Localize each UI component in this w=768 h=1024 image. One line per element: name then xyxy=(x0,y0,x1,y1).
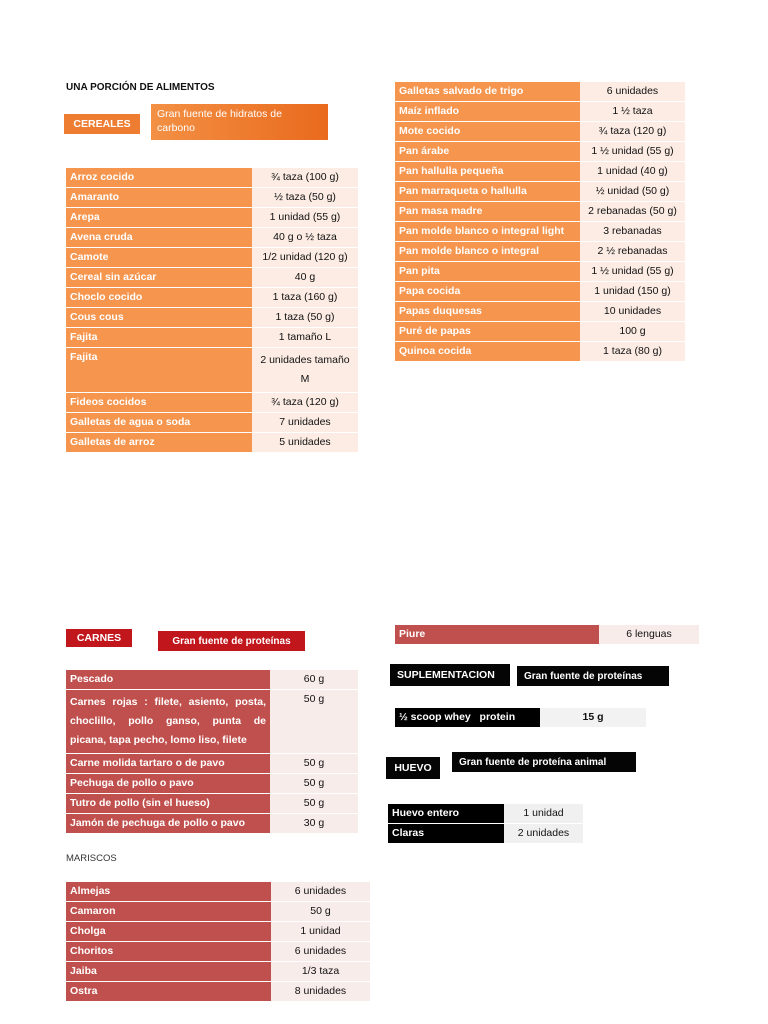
table-row xyxy=(395,242,685,262)
food-name: Puré de papas xyxy=(395,322,580,342)
table-row xyxy=(66,942,370,962)
suplementacion-table xyxy=(395,708,646,728)
portion-amount: 30 g xyxy=(270,814,358,834)
food-name: Papas duquesas xyxy=(395,302,580,322)
table-row xyxy=(66,774,358,794)
food-name: Cholga xyxy=(66,922,271,942)
food-name: Pan molde blanco o integral light xyxy=(395,222,580,242)
food-name: Quinoa cocida xyxy=(395,342,580,362)
portion-amount: 100 g xyxy=(580,322,685,342)
huevo-label: HUEVO xyxy=(386,757,440,779)
table-row xyxy=(66,690,358,754)
mariscos-table xyxy=(66,882,370,1002)
portion-amount: 1 unidad xyxy=(504,804,583,824)
carnes-table xyxy=(66,670,358,834)
portion-amount: 10 unidades xyxy=(580,302,685,322)
food-name: Papa cocida xyxy=(395,282,580,302)
table-row xyxy=(66,228,358,248)
food-name: Pescado xyxy=(66,670,270,690)
portion-amount: 1 ½ taza xyxy=(580,102,685,122)
food-name: Pan árabe xyxy=(395,142,580,162)
carnes-label: CARNES xyxy=(66,629,132,647)
food-name: ½ scoop whey protein xyxy=(395,708,540,728)
table-row xyxy=(388,804,583,824)
food-name: Pan pita xyxy=(395,262,580,282)
table-row xyxy=(66,413,358,433)
cereales-table-right xyxy=(395,82,685,362)
portion-amount: 40 g xyxy=(252,268,358,288)
portion-amount: 1 ½ unidad (55 g) xyxy=(580,142,685,162)
table-row xyxy=(395,122,685,142)
food-name: Claras xyxy=(388,824,504,844)
table-row xyxy=(66,922,370,942)
cereales-label: CEREALES xyxy=(64,114,140,134)
food-name: Pechuga de pollo o pavo xyxy=(66,774,270,794)
table-row xyxy=(66,794,358,814)
food-name: Carne molida tartaro o de pavo xyxy=(66,754,270,774)
food-name: Carnes rojas : filete, asiento, posta, choclillo, pollo ganso, punta de picana, tapa pecho, lomo liso, filete xyxy=(66,690,270,754)
table-row xyxy=(66,188,358,208)
portion-amount: 1/3 taza xyxy=(271,962,370,982)
portion-amount: 15 g xyxy=(540,708,646,728)
portion-amount: 2 unidades xyxy=(504,824,583,844)
page-title: UNA PORCIÓN DE ALIMENTOS xyxy=(66,82,215,93)
table-row xyxy=(66,982,370,1002)
mariscos-label: MARISCOS xyxy=(66,853,117,864)
table-row xyxy=(66,393,358,413)
food-name: Avena cruda xyxy=(66,228,252,248)
table-row xyxy=(66,328,358,348)
portion-amount: 50 g xyxy=(270,690,358,754)
portion-amount: 60 g xyxy=(270,670,358,690)
food-name: Pan molde blanco o integral xyxy=(395,242,580,262)
portion-amount: 5 unidades xyxy=(252,433,358,453)
food-name: Pan masa madre xyxy=(395,202,580,222)
portion-amount: 50 g xyxy=(270,774,358,794)
table-row xyxy=(66,248,358,268)
portion-amount: ¾ taza (120 g) xyxy=(580,122,685,142)
portion-amount: 8 unidades xyxy=(271,982,370,1002)
food-name: Fideos cocidos xyxy=(66,393,252,413)
table-row xyxy=(66,348,358,393)
food-name: Jaiba xyxy=(66,962,271,982)
table-row xyxy=(395,102,685,122)
table-row xyxy=(66,754,358,774)
food-name: Galletas salvado de trigo xyxy=(395,82,580,102)
portion-amount: 40 g o ½ taza xyxy=(252,228,358,248)
table-row xyxy=(395,142,685,162)
table-row xyxy=(395,162,685,182)
cereales-table-left xyxy=(66,168,358,453)
portion-amount: 7 unidades xyxy=(252,413,358,433)
table-row xyxy=(395,282,685,302)
portion-amount: 1/2 unidad (120 g) xyxy=(252,248,358,268)
table-row xyxy=(395,82,685,102)
food-name: Choritos xyxy=(66,942,271,962)
food-name: Almejas xyxy=(66,882,271,902)
table-row xyxy=(66,308,358,328)
table-row xyxy=(66,670,358,690)
portion-amount: 1 unidad (55 g) xyxy=(252,208,358,228)
portion-amount: 2 unidades tamaño M xyxy=(252,348,358,393)
food-name: Piure xyxy=(395,625,599,645)
piure-table xyxy=(395,625,699,645)
food-name: Jamón de pechuga de pollo o pavo xyxy=(66,814,270,834)
portion-amount: 1 taza (50 g) xyxy=(252,308,358,328)
table-row xyxy=(66,902,370,922)
portion-amount: 1 taza (160 g) xyxy=(252,288,358,308)
table-row xyxy=(395,182,685,202)
portion-amount: 1 taza (80 g) xyxy=(580,342,685,362)
food-name: Amaranto xyxy=(66,188,252,208)
table-row xyxy=(395,322,685,342)
suplementacion-label: SUPLEMENTACION xyxy=(390,664,510,686)
portion-amount: 50 g xyxy=(271,902,370,922)
table-row xyxy=(66,962,370,982)
portion-amount: 50 g xyxy=(270,794,358,814)
food-name: Galletas de agua o soda xyxy=(66,413,252,433)
table-row xyxy=(66,168,358,188)
food-name: Pan marraqueta o hallulla xyxy=(395,182,580,202)
portion-amount: 1 ½ unidad (55 g) xyxy=(580,262,685,282)
food-name: Huevo entero xyxy=(388,804,504,824)
portion-amount: 3 rebanadas xyxy=(580,222,685,242)
portion-amount: 6 unidades xyxy=(271,942,370,962)
huevo-note: Gran fuente de proteína animal xyxy=(452,752,636,772)
food-name: Pan hallulla pequeña xyxy=(395,162,580,182)
portion-amount: 6 lenguas xyxy=(599,625,699,645)
food-name: Camote xyxy=(66,248,252,268)
portion-amount: 2 rebanadas (50 g) xyxy=(580,202,685,222)
table-row xyxy=(395,342,685,362)
food-name: Ostra xyxy=(66,982,271,1002)
food-name: Cous cous xyxy=(66,308,252,328)
table-row xyxy=(66,288,358,308)
table-row xyxy=(395,222,685,242)
carnes-note: Gran fuente de proteínas xyxy=(158,631,305,651)
table-row xyxy=(395,625,699,645)
portion-amount: 6 unidades xyxy=(580,82,685,102)
food-name: Fajita xyxy=(66,348,252,393)
table-row xyxy=(395,202,685,222)
food-name: Galletas de arroz xyxy=(66,433,252,453)
food-name: Arepa xyxy=(66,208,252,228)
food-name: Camaron xyxy=(66,902,271,922)
food-name: Arroz cocido xyxy=(66,168,252,188)
table-row xyxy=(66,814,358,834)
table-row xyxy=(395,708,646,728)
food-name: Mote cocido xyxy=(395,122,580,142)
portion-amount: 6 unidades xyxy=(271,882,370,902)
portion-amount: ½ taza (50 g) xyxy=(252,188,358,208)
table-row xyxy=(66,208,358,228)
suplementacion-note: Gran fuente de proteínas xyxy=(517,666,669,686)
food-name: Maíz inflado xyxy=(395,102,580,122)
portion-amount: 1 unidad (150 g) xyxy=(580,282,685,302)
table-row xyxy=(395,302,685,322)
portion-amount: 50 g xyxy=(270,754,358,774)
cereales-note: Gran fuente de hidratos de carbono xyxy=(151,104,328,140)
food-name: Tutro de pollo (sin el hueso) xyxy=(66,794,270,814)
food-name: Fajita xyxy=(66,328,252,348)
table-row xyxy=(395,262,685,282)
portion-amount: 1 unidad (40 g) xyxy=(580,162,685,182)
portion-amount: 1 tamaño L xyxy=(252,328,358,348)
table-row xyxy=(388,824,583,844)
portion-amount: ¾ taza (120 g) xyxy=(252,393,358,413)
portion-amount: ¾ taza (100 g) xyxy=(252,168,358,188)
food-name: Cereal sin azúcar xyxy=(66,268,252,288)
table-row xyxy=(66,268,358,288)
portion-amount: ½ unidad (50 g) xyxy=(580,182,685,202)
portion-amount: 1 unidad xyxy=(271,922,370,942)
huevo-table xyxy=(388,804,583,844)
table-row xyxy=(66,882,370,902)
table-row xyxy=(66,433,358,453)
food-name: Choclo cocido xyxy=(66,288,252,308)
portion-amount: 2 ½ rebanadas xyxy=(580,242,685,262)
